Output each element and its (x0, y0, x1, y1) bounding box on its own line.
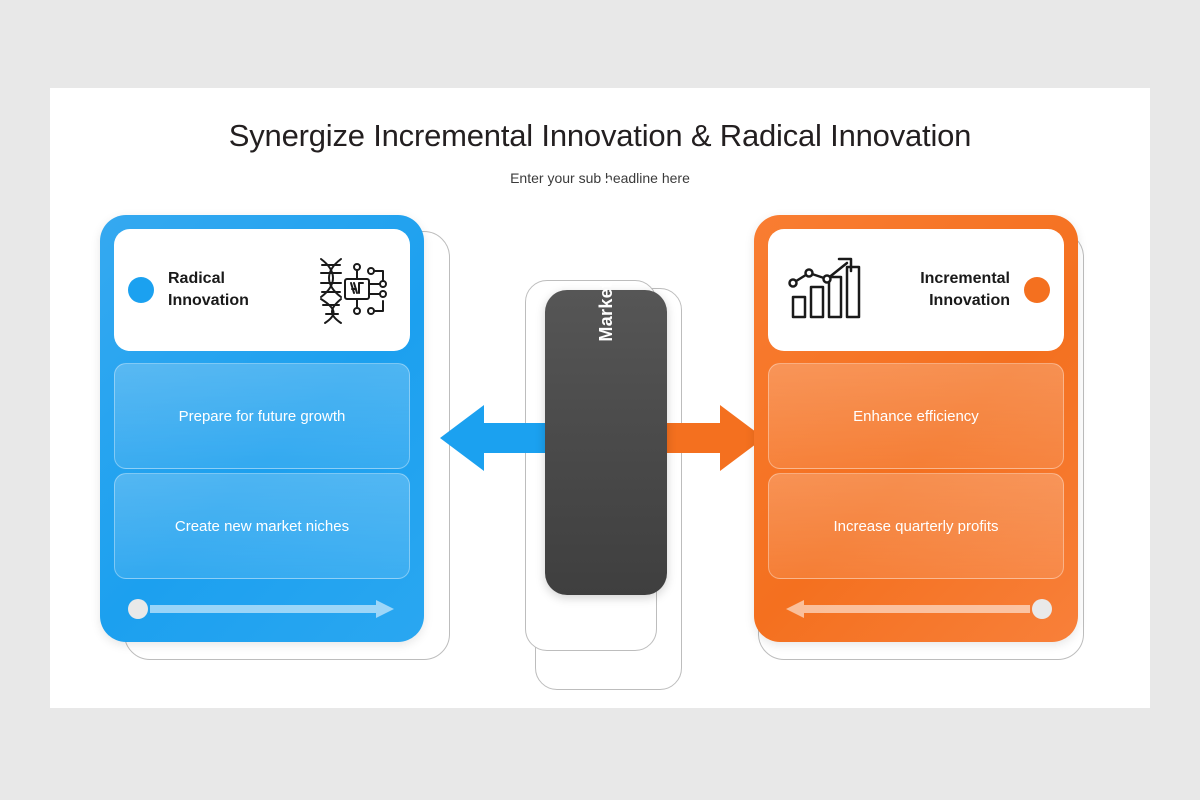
left-progress-arrow-icon (128, 597, 398, 621)
left-panel[interactable] (100, 215, 424, 642)
growth-bar-chart-icon (782, 250, 874, 330)
right-header-line-1: Incremental (920, 270, 1010, 288)
left-panel-header (114, 229, 410, 351)
left-header-line-1: Radical (168, 270, 225, 288)
left-item-1-label: Prepare for future growth (178, 407, 346, 425)
right-progress-arrow-icon (782, 597, 1052, 621)
center-block[interactable] (545, 177, 667, 595)
arrow-right-icon (650, 403, 766, 473)
radical-innovation-bullet-icon (128, 277, 154, 303)
right-progress-indicator (782, 597, 1052, 621)
left-item-2[interactable] (114, 473, 410, 579)
right-item-2[interactable] (768, 473, 1064, 579)
left-progress-knob-icon (128, 599, 148, 619)
left-item-1[interactable] (114, 363, 410, 469)
center-block-label: Market Leadership (595, 177, 616, 342)
right-progress-knob-icon (1032, 599, 1052, 619)
left-header-line-2: Innovation (168, 292, 249, 309)
page-title: Synergize Incremental Innovation & Radical Innovation (228, 118, 972, 153)
right-panel-header (768, 229, 1064, 351)
right-item-1[interactable] (768, 363, 1064, 469)
right-panel[interactable] (754, 215, 1078, 642)
left-panel-header-label (168, 268, 249, 311)
left-item-2-label: Create new market niches (174, 517, 350, 535)
right-item-2-label: Increase quarterly profits (833, 517, 999, 535)
page-subtitle: Enter your sub headline here (510, 170, 690, 186)
right-item-1-label: Enhance efficiency (853, 407, 979, 425)
incremental-innovation-bullet-icon (1024, 277, 1050, 303)
left-progress-indicator (128, 597, 398, 621)
dna-ai-icon (304, 250, 396, 330)
slide-canvas (50, 88, 1150, 708)
arrow-left-icon (438, 403, 554, 473)
right-header-line-2: Innovation (929, 292, 1010, 309)
right-panel-header-label (920, 268, 1010, 311)
